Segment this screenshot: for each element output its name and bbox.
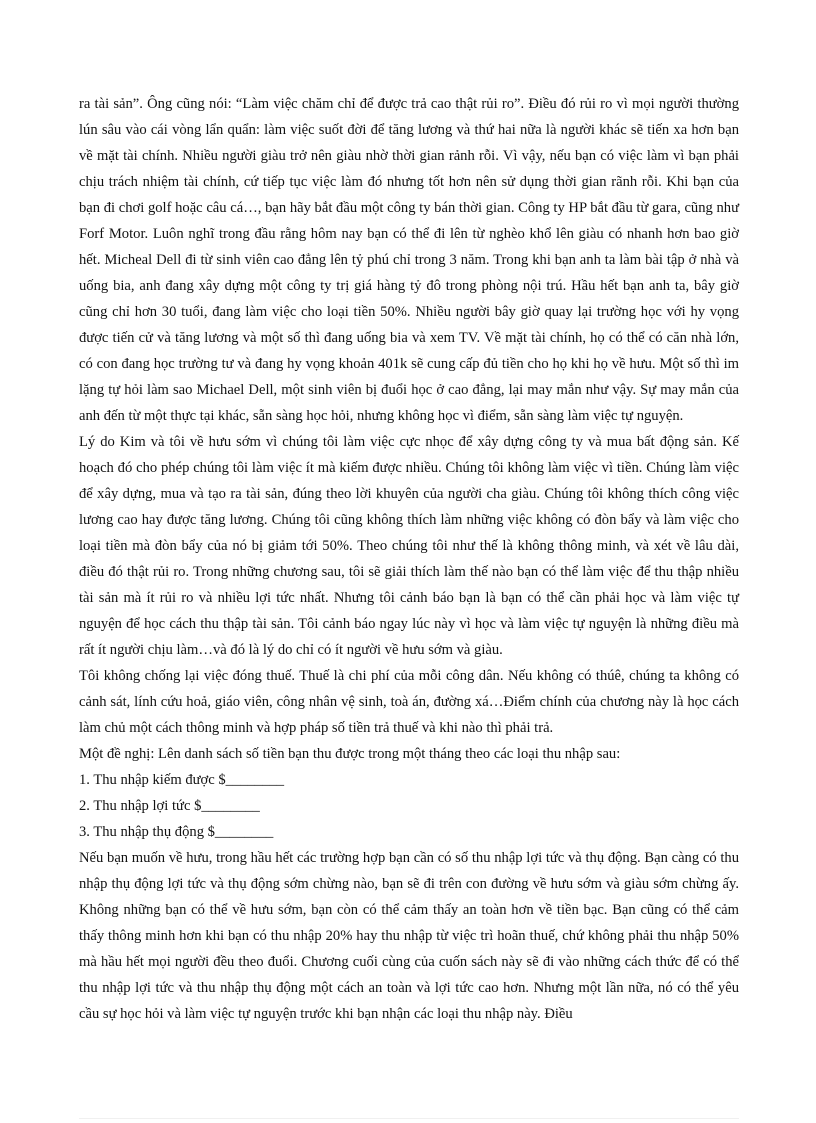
- paragraph-2: Lý do Kim và tôi về hưu sớm vì chúng tôi làm việc cực nhọc để xây dựng công ty và mua bất động sản. Kế hoạch đó cho phép chúng tôi làm việc ít mà kiếm được nhiều. Chúng tôi không làm việc vì tiền. Chúng làm việc để xây dựng, mua và tạo ra tài sản, đúng theo lời khuyên của người cha giàu. Chúng tôi không thích công việc lương cao hay được tăng lương. Chúng tôi cũng không thích làm những việc không có đòn bẩy và làm việc cho loại tiền mà đòn bẩy của nó bị giảm tới 50%. Theo chúng tôi như thế là không thông minh, và xét về lâu dài, điều đó thật rủi ro. Trong những chương sau, tôi sẽ giải thích làm thế nào bạn có thể làm việc để thu thập nhiều tài sản mà ít rủi ro và nhiều lợi tức nhất. Nhưng tôi cảnh báo bạn là bạn có thể cần phải học và làm việc tự nguyện để học cách thu thập tài sản. Tôi cảnh báo ngay lúc này vì học và làm việc tự nguyện là những điều mà rất ít người chịu làm…và đó là lý do chỉ có ít người về hưu sớm và giàu.: [79, 434, 739, 658]
- exercise-intro: Một đề nghị: Lên danh sách số tiền bạn thu được trong một tháng theo các loại thu nhập sau:: [79, 746, 621, 762]
- paragraph-1: ra tài sản”. Ông cũng nói: “Làm việc chăm chỉ để được trả cao thật rủi ro”. Điều đó rủi ro vì mọi người thường lún sâu vào cái vòng lẩn quẩn: làm việc suốt đời để tăng lương và thứ hai nữa là người khác sẽ tiến xa hơn bạn về mặt tài chính. Nhiều người giàu trở nên giàu nhờ thời gian rảnh rỗi. Vì vậy, nếu bạn có việc làm vì bạn phải chịu trách nhiệm tài chính, cứ tiếp tục việc làm đó nhưng tốt hơn nên sử dụng thời gian rãnh rỗi. Khi bạn của bạn đi chơi golf hoặc câu cá…, bạn hãy bắt đầu một công ty bán thời gian. Công ty HP bắt đầu từ gara, cũng như Forf Motor. Luôn nghĩ trong đầu rằng hôm nay bạn có thể đi lên từ nghèo khổ lên giàu có nhanh hơn bao giờ hết. Micheal Dell đi từ sinh viên cao đẳng lên tỷ phú chỉ trong 3 năm. Trong khi bạn anh ta làm bài tập ở nhà và uống bia, anh đang xây dựng một công ty trị giá hàng tỷ đô trong phòng nội trú. Hầu hết bạn anh ta, bây giờ cũng chỉ hơn 30 tuổi, đang làm việc cho loại tiền 50%. Nhiều người bây giờ quay lại trường học với hy vọng được tiến cử và tăng lương và một số thì đang uống bia và xem TV. Về mặt tài chính, họ có thể có căn nhà lớn, có con đang học trường tư và đang hy vọng khoản 401k sẽ cung cấp đủ tiền cho họ khi họ về hưu. Một số thì im lặng tự hỏi làm sao Michael Dell, một sinh viên bị đuổi học ở cao đẳng, lại may mắn như vậy. Sự may mắn của anh đến từ một thực tại khác, sẵn sàng học hỏi, nhưng không học vì điểm, sẵn sàng làm việc tự nguyện.: [79, 96, 739, 424]
- exercise-item-passive-income: 3. Thu nhập thụ động $________: [79, 824, 274, 840]
- closing-paragraph: Nếu bạn muốn về hưu, trong hầu hết các trường hợp bạn cần có số thu nhập lợi tức và thụ động. Bạn càng có thu nhập thụ động lợi tức và thụ động sớm chừng nào, bạn sẽ đi trên con đường về hưu sớm và giàu sớm chừng ấy. Không những bạn có thể về hưu sớm, bạn còn có thể cảm thấy an toàn hơn về tiền bạc. Bạn cũng có thể cảm thấy thông minh hơn khi bạn có thu nhập 20% hay thu nhập từ việc trì hoãn thuế, chứ không phải thu nhập 50% mà hầu hết mọi người đều theo đuổi. Chương cuối cùng của cuốn sách này sẽ đi vào những cách thức để có thể thu nhập lợi tức và thu nhập thụ động một cách an toàn và lợi tức cao hơn. Nhưng một lần nữa, nó có thể yêu cầu sự học hỏi và làm việc tự nguyện trước khi bạn nhận các loại thu nhập này. Điều: [79, 850, 739, 1022]
- exercise-item-earned-income: 1. Thu nhập kiếm được $________: [79, 772, 285, 788]
- document-page: [79, 91, 739, 1027]
- page-bottom-divider: [79, 1118, 739, 1119]
- paragraph-3: Tôi không chống lại việc đóng thuế. Thuế là chi phí của mỗi công dân. Nếu không có thúê, chúng ta không có cảnh sát, lính cứu hoả, giáo viên, công nhân vệ sinh, toà án, đường xá…Điểm chính của chương này là học cách làm chủ một cách thông minh và hợp pháp số tiền trả thuế và khi nào thì phải trả.: [79, 668, 739, 736]
- exercise-item-portfolio-income: 2. Thu nhập lợi tức $________: [79, 798, 260, 814]
